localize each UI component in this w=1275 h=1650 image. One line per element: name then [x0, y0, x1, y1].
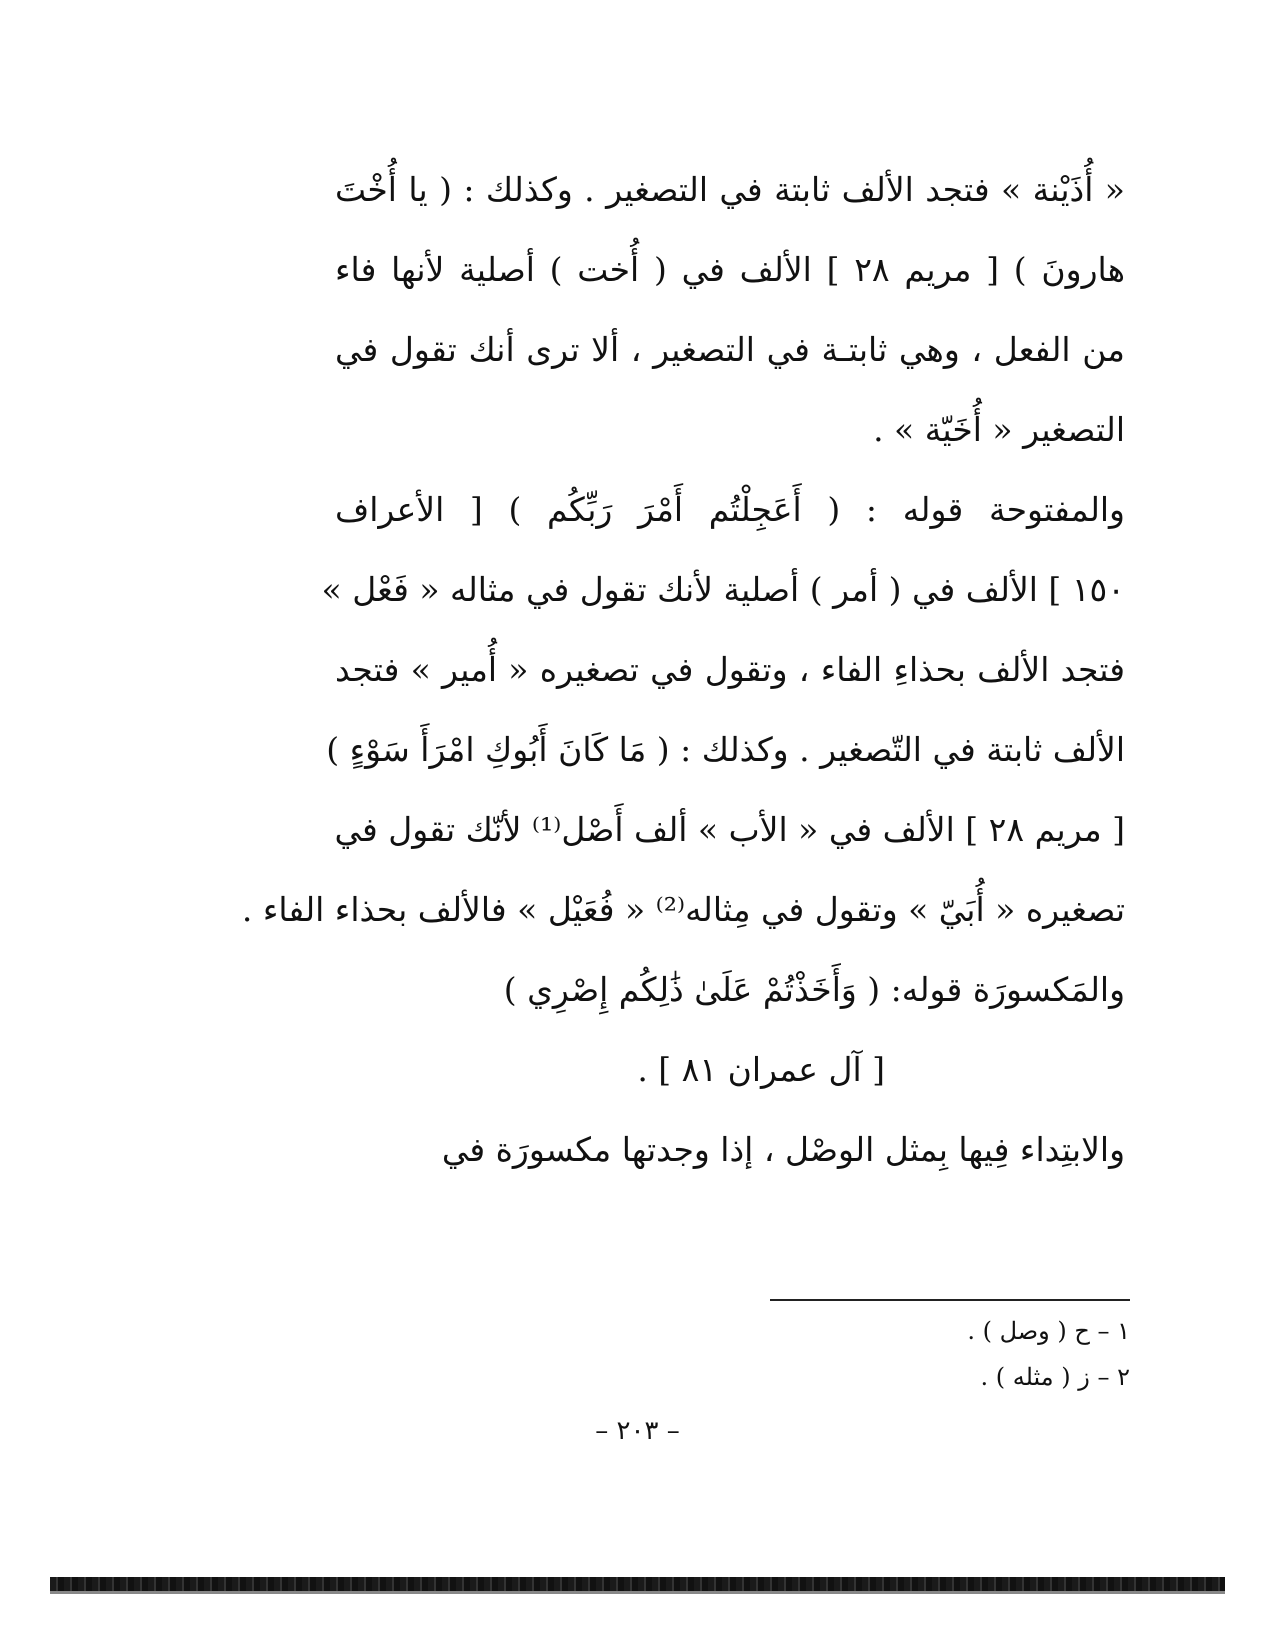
text-line-1: « أُذَيْنة » فتجد الألف ثابتة في التصغير . وكذلك : ( يا أُخْتَ — [335, 170, 1125, 209]
footnotes — [770, 1308, 1130, 1400]
text-line-3: من الفعل ، وهي ثابتـة في التصغير ، ألا ترى أنك تقول في — [335, 330, 1125, 369]
text-line-6: ١٥٠ ] الألف في ( أمر ) أصلية لأنك تقول في مثاله « فَعْل » — [321, 570, 1125, 609]
page-number: – ٢٠٣ – — [595, 1416, 680, 1446]
text-line-11: والمَكسورَة قوله: ( وَأَخَذْتُمْ عَلَىٰ ذَٰلِكُم إِصْرِي ) — [503, 970, 1125, 1009]
text-line-7: فتجد الألف بحذاءِ الفاء ، وتقول في تصغيره « أُمير » فتجد — [335, 650, 1125, 689]
text-line-10: تصغيره « أُبَيّ » وتقول في مِثاله⁽²⁾ « فُعَيْل » فالألف بحذاء الفاء . — [241, 890, 1125, 929]
footnote-divider — [770, 1299, 1130, 1301]
text-line-8: الألف ثابتة في التّصغير . وكذلك : ( مَا كَانَ أَبُوكِ امْرَأَ سَوْءٍ ) — [326, 730, 1125, 769]
text-line-2: هارونَ ) [ مريم ٢٨ ] الألف في ( أُخت ) أصلية لأنها فاء — [335, 250, 1125, 289]
scan-edge-bar — [50, 1577, 1225, 1591]
text-line-4: التصغير « أُخَيّة » . — [873, 410, 1125, 449]
footnote-2: ٢ – ز ( مثله ) . — [980, 1363, 1130, 1391]
text-line-9: [ مريم ٢٨ ] الألف في « الأب » ألف أَصْل⁽¹⁾ لأنّك تقول في — [334, 810, 1125, 849]
text-line-13: والابتِداء فِيها بِمثل الوصْل ، إذا وجدتها مكسورَة في — [441, 1130, 1125, 1169]
text-line-12: [ آل عمران ٨١ ] . — [637, 1050, 885, 1089]
footnote-1: ١ – ح ( وصل ) . — [967, 1317, 1130, 1345]
scan-edge-shadow — [50, 1591, 1225, 1594]
text-line-5: والمفتوحة قوله : ( أَعَجِلْتُم أَمْرَ رَبِّكُم ) [ الأعراف — [335, 490, 1125, 529]
main-text — [241, 150, 1125, 1190]
